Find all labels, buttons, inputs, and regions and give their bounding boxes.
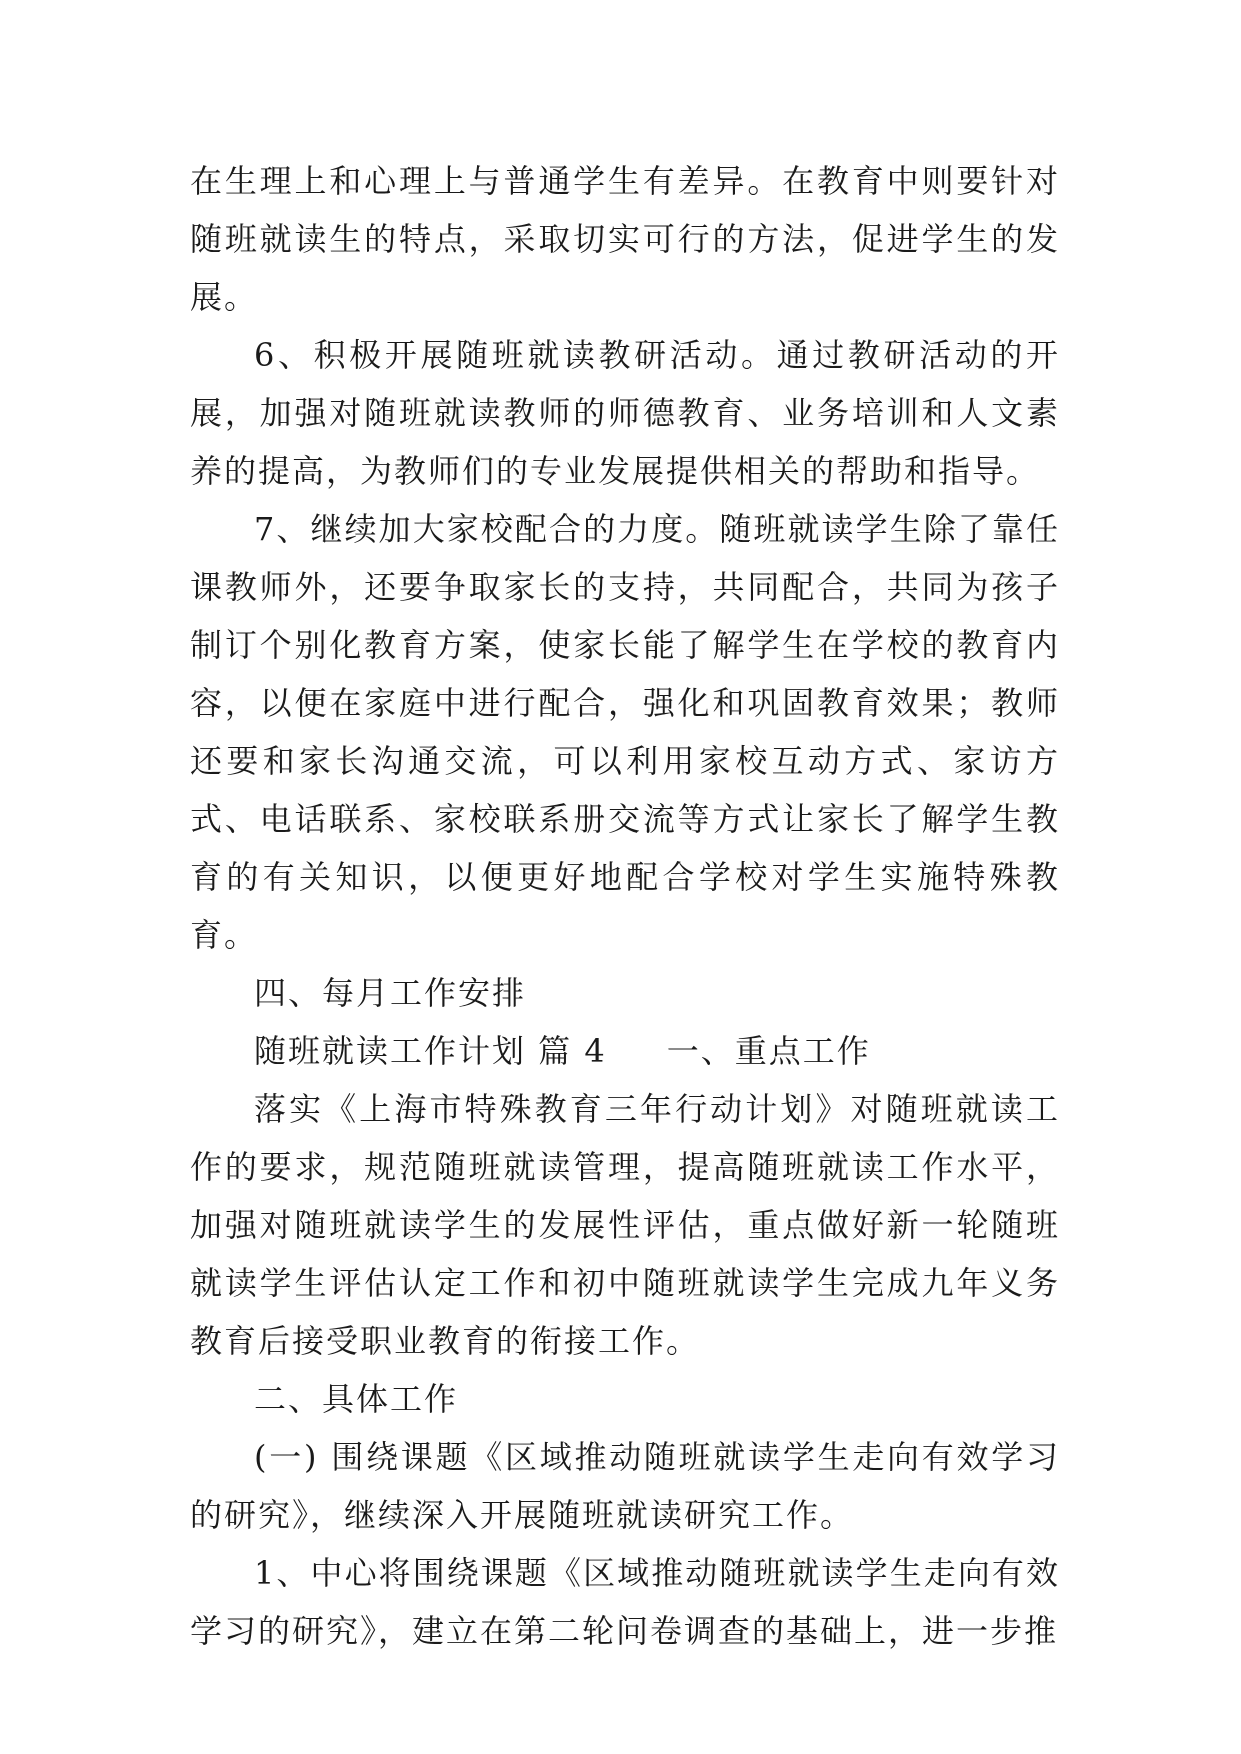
section-heading-key-work: 一、重点工作 xyxy=(666,1032,871,1070)
paragraph-subsection-1: (一) 围绕课题《区域推动随班就读学生走向有效学习的研究》，继续深入开展随班就读研究工作。 xyxy=(190,1438,1060,1534)
article-heading-line xyxy=(190,1022,1060,1080)
section-heading-monthly-schedule: 四、每月工作安排 xyxy=(254,974,527,1012)
paragraph-item-1: 1、中心将围绕课题《区域推动随班就读学生走向有效学习的研究》，建立在第二轮问卷调查的基础上，进一步推 xyxy=(190,1554,1060,1650)
paragraph-item-6: 6、积极开展随班就读教研活动。通过教研活动的开展，加强对随班就读教师的师德教育、业务培训和人文素养的提高，为教师们的专业发展提供相关的帮助和指导。 xyxy=(190,336,1060,490)
section-heading-specific-work: 二、具体工作 xyxy=(254,1380,459,1418)
paragraph-key-work-body: 落实《上海市特殊教育三年行动计划》对随班就读工作的要求，规范随班就读管理，提高随班就读工作水平，加强对随班就读学生的发展性评估，重点做好新一轮随班就读学生评估认定工作和初中随班就读学生完成九年义务教育后接受职业教育的衔接工作。 xyxy=(190,1090,1060,1360)
paragraph-item-7: 7、继续加大家校配合的力度。随班就读学生除了靠任课教师外，还要争取家长的支持，共同配合，共同为孩子制订个别化教育方案，使家长能了解学生在学校的教育内容，以便在家庭中进行配合，强化和巩固教育效果；教师还要和家长沟通交流，可以利用家校互动方式、家访方式、电话联系、家校联系册交流等方式让家长了解学生教育的有关知识，以便更好地配合学校对学生实施特殊教育。 xyxy=(190,510,1060,954)
document-body xyxy=(190,152,1060,1660)
paragraph-continuation: 在生理上和心理上与普通学生有差异。在教育中则要针对随班就读生的特点，采取切实可行的方法，促进学生的发展。 xyxy=(190,162,1060,316)
article-title: 随班就读工作计划 篇 4 xyxy=(254,1032,607,1070)
